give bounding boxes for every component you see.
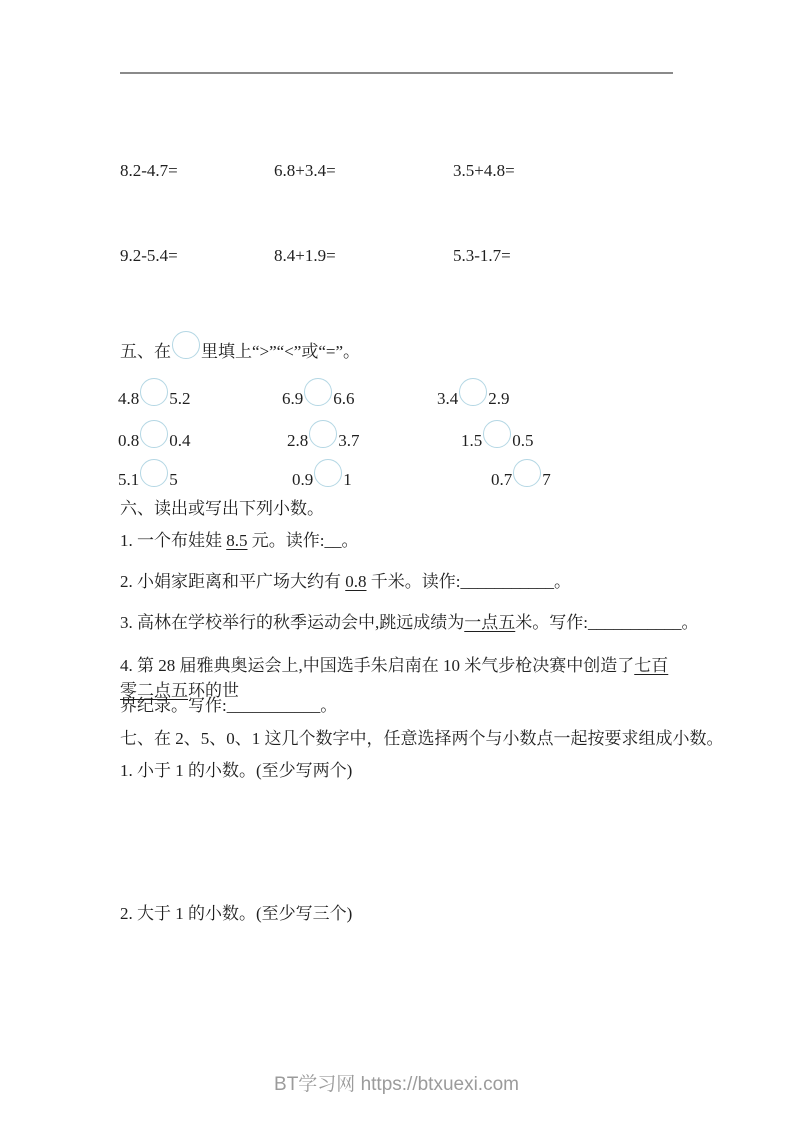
item-text: 米。写作: [515, 613, 588, 632]
comparison-pair [118, 467, 178, 495]
answer-circle-icon [309, 420, 337, 448]
answer-circle-icon [459, 378, 487, 406]
comparison-pair [118, 428, 191, 456]
comparison-left: 0.8 [118, 430, 140, 450]
comparison-pair [287, 428, 360, 456]
arithmetic-problem: 8.4+1.9= [274, 246, 336, 265]
answer-circle-icon [314, 459, 342, 487]
comparison-pair [461, 428, 534, 456]
comparison-left: 0.9 [292, 469, 314, 489]
section-six-item-3 [120, 608, 699, 633]
comparison-left: 3.4 [437, 388, 459, 408]
answer-circle-icon [140, 378, 168, 406]
item-text: 。 [553, 572, 571, 591]
comparison-left: 2.8 [287, 430, 309, 450]
item-text: 2. 小娟家距离和平广场大约有 [120, 572, 346, 591]
comparison-pair [437, 386, 510, 414]
comparison-right: 0.4 [169, 430, 191, 450]
section-seven-title: 七、在 2、5、0、1 这几个数字中，任意选择两个与小数点一起按要求组成小数。 [120, 729, 724, 748]
arithmetic-problem: 3.5+4.8= [453, 161, 515, 180]
comparison-left: 1.5 [461, 430, 483, 450]
answer-blank: ___________ [460, 572, 554, 591]
answer-blank: ___________ [587, 613, 682, 632]
underlined-value: 8.5 [226, 531, 248, 550]
section-five-title-post: 里填上“>”“<”或“=”。 [201, 342, 361, 361]
section-seven-item-1: 1. 小于 1 的小数。(至少写两个) [120, 761, 353, 780]
section-six-item-4-line-2 [120, 691, 676, 716]
comparison-right: 5 [169, 469, 178, 489]
arithmetic-row-1 [0, 161, 793, 191]
section-six-item-2 [120, 567, 676, 592]
answer-circle-icon [172, 331, 200, 359]
comparison-right: 3.7 [338, 430, 360, 450]
item-text: 4. 第 28 届雅典奥运会上,中国选手朱启南在 10 米气步枪决赛中创造了 [120, 656, 635, 675]
answer-circle-icon [483, 420, 511, 448]
item-text: 千米。读作: [366, 572, 461, 591]
comparison-right: 2.9 [488, 388, 510, 408]
comparison-right: 7 [542, 469, 551, 489]
comparison-pair [491, 467, 551, 495]
comparison-row-3 [0, 467, 793, 497]
arithmetic-row-2 [0, 246, 793, 276]
section-six-title: 六、读出或写出下列小数。 [120, 499, 324, 518]
comparison-right: 6.6 [333, 388, 355, 408]
comparison-right: 0.5 [512, 430, 534, 450]
comparison-left: 6.9 [282, 388, 304, 408]
item-text: 环的世 [188, 681, 239, 700]
comparison-row-1 [0, 386, 793, 416]
item-text: 元。读作: [247, 531, 325, 550]
answer-blank: __ [324, 531, 342, 550]
item-text: 。 [320, 696, 338, 715]
answer-circle-icon [513, 459, 541, 487]
arithmetic-problem: 6.8+3.4= [274, 161, 336, 180]
section-six-item-1 [120, 526, 676, 551]
section-five-title [120, 337, 676, 367]
answer-circle-icon [140, 420, 168, 448]
section-seven-item-2: 2. 大于 1 的小数。(至少写三个) [120, 904, 353, 923]
comparison-row-2 [0, 428, 793, 458]
comparison-pair [292, 467, 352, 495]
underlined-value: 一点五 [464, 613, 516, 632]
arithmetic-problem: 9.2-5.4= [120, 246, 178, 265]
comparison-right: 5.2 [169, 388, 191, 408]
header-rule [120, 72, 673, 74]
comparison-left: 0.7 [491, 469, 513, 489]
comparison-pair [118, 386, 191, 414]
answer-blank: ___________ [226, 696, 321, 715]
comparison-right: 1 [343, 469, 352, 489]
comparison-left: 4.8 [118, 388, 140, 408]
underlined-value: 七百零二点五 [120, 656, 669, 700]
item-text: 1. 一个布娃娃 [120, 531, 227, 550]
arithmetic-problem: 5.3-1.7= [453, 246, 511, 265]
answer-circle-icon [140, 459, 168, 487]
item-text: 。 [681, 613, 699, 632]
underlined-value: 0.8 [345, 572, 367, 591]
item-text: 界纪录。写作: [120, 696, 227, 715]
comparison-pair [282, 386, 355, 414]
footer-site-credit: BT学习网 https://btxuexi.com [274, 1074, 519, 1095]
arithmetic-problem: 8.2-4.7= [120, 161, 178, 180]
section-five-title-pre: 五、在 [120, 342, 171, 361]
answer-circle-icon [304, 378, 332, 406]
comparison-left: 5.1 [118, 469, 140, 489]
item-text: 。 [341, 531, 359, 550]
item-text: 3. 高林在学校举行的秋季运动会中,跳远成绩为 [120, 613, 465, 632]
